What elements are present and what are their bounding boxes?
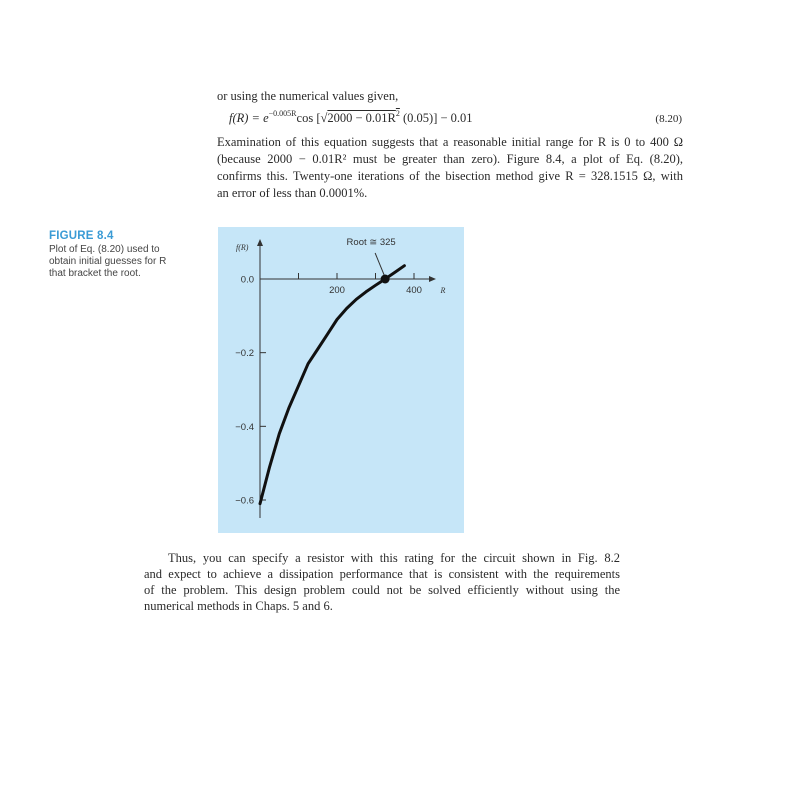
equation-cos: cos [ (296, 111, 321, 125)
caption-line: that bracket the root. (49, 268, 141, 279)
intro-text: or using the numerical values given, (217, 89, 399, 103)
root-pointer (375, 253, 384, 275)
figure-caption (49, 230, 199, 280)
equation-number: (8.20) (655, 113, 682, 125)
equation-8-20 (229, 111, 473, 126)
equation-radicand-exponent: 2 (395, 109, 400, 118)
paragraph-line: of the problem. This design problem could not be solved efficiently without using the (144, 583, 620, 597)
equation-radicand-base: 2000 − 0.01R (327, 111, 396, 125)
paragraph-line: confirms this. Twenty-one iterations of the bisection method give R = 328.1515 Ω, with (217, 169, 683, 183)
x-axis-arrow (429, 276, 436, 282)
paragraph-line: and expect to achieve a dissipation performance that is consistent with the requirements (144, 567, 620, 581)
caption-line: obtain initial guesses for R (49, 256, 167, 267)
equation-rest: (0.05)] − 0.01 (399, 111, 473, 125)
x-tick-label: 200 (329, 285, 345, 296)
y-tick-label: 0.0 (240, 274, 254, 286)
root-marker (381, 275, 390, 284)
x-tick-label: 400 (406, 285, 422, 296)
paragraph-line: numerical methods in Chaps. 5 and 6. (144, 599, 333, 613)
paragraph-line: an error of less than 0.0001%. (217, 186, 368, 200)
x-axis-label: R (440, 286, 446, 295)
equation-row (229, 111, 682, 129)
y-tick-label: −0.2 (235, 348, 254, 360)
chart-svg (218, 227, 464, 533)
y-tick-label: −0.4 (235, 421, 254, 433)
equation-radicand (327, 111, 400, 125)
y-tick-label: −0.6 (235, 495, 254, 507)
paragraph-line: Thus, you can specify a resistor with this rating for the circuit shown in Fig. 8.2 (168, 551, 620, 565)
y-axis-label: f(R) (236, 243, 249, 252)
paragraph-conclusion (144, 550, 620, 614)
root-annotation: Root ≅ 325 (346, 237, 396, 248)
figure-caption-text (49, 244, 199, 280)
caption-line: Plot of Eq. (8.20) used to (49, 244, 160, 255)
paragraph-line: (because 2000 − 0.01R² must be greater than zero). Figure 8.4, a plot of Eq. (8.20), (217, 152, 683, 166)
equation-exponent: −0.005R (268, 109, 297, 118)
y-axis-arrow (257, 239, 263, 246)
equation-lhs: f(R) = e (229, 111, 269, 125)
equation-sqrt-symbol: √ (320, 111, 328, 125)
paragraph-examination (217, 134, 683, 202)
series-line-f(R) (260, 266, 404, 504)
figure-label: FIGURE 8.4 (49, 230, 114, 242)
paragraph-line: Examination of this equation suggests that a reasonable initial range for R is 0 to 400 Ω (217, 135, 683, 149)
figure-plot (218, 227, 464, 533)
